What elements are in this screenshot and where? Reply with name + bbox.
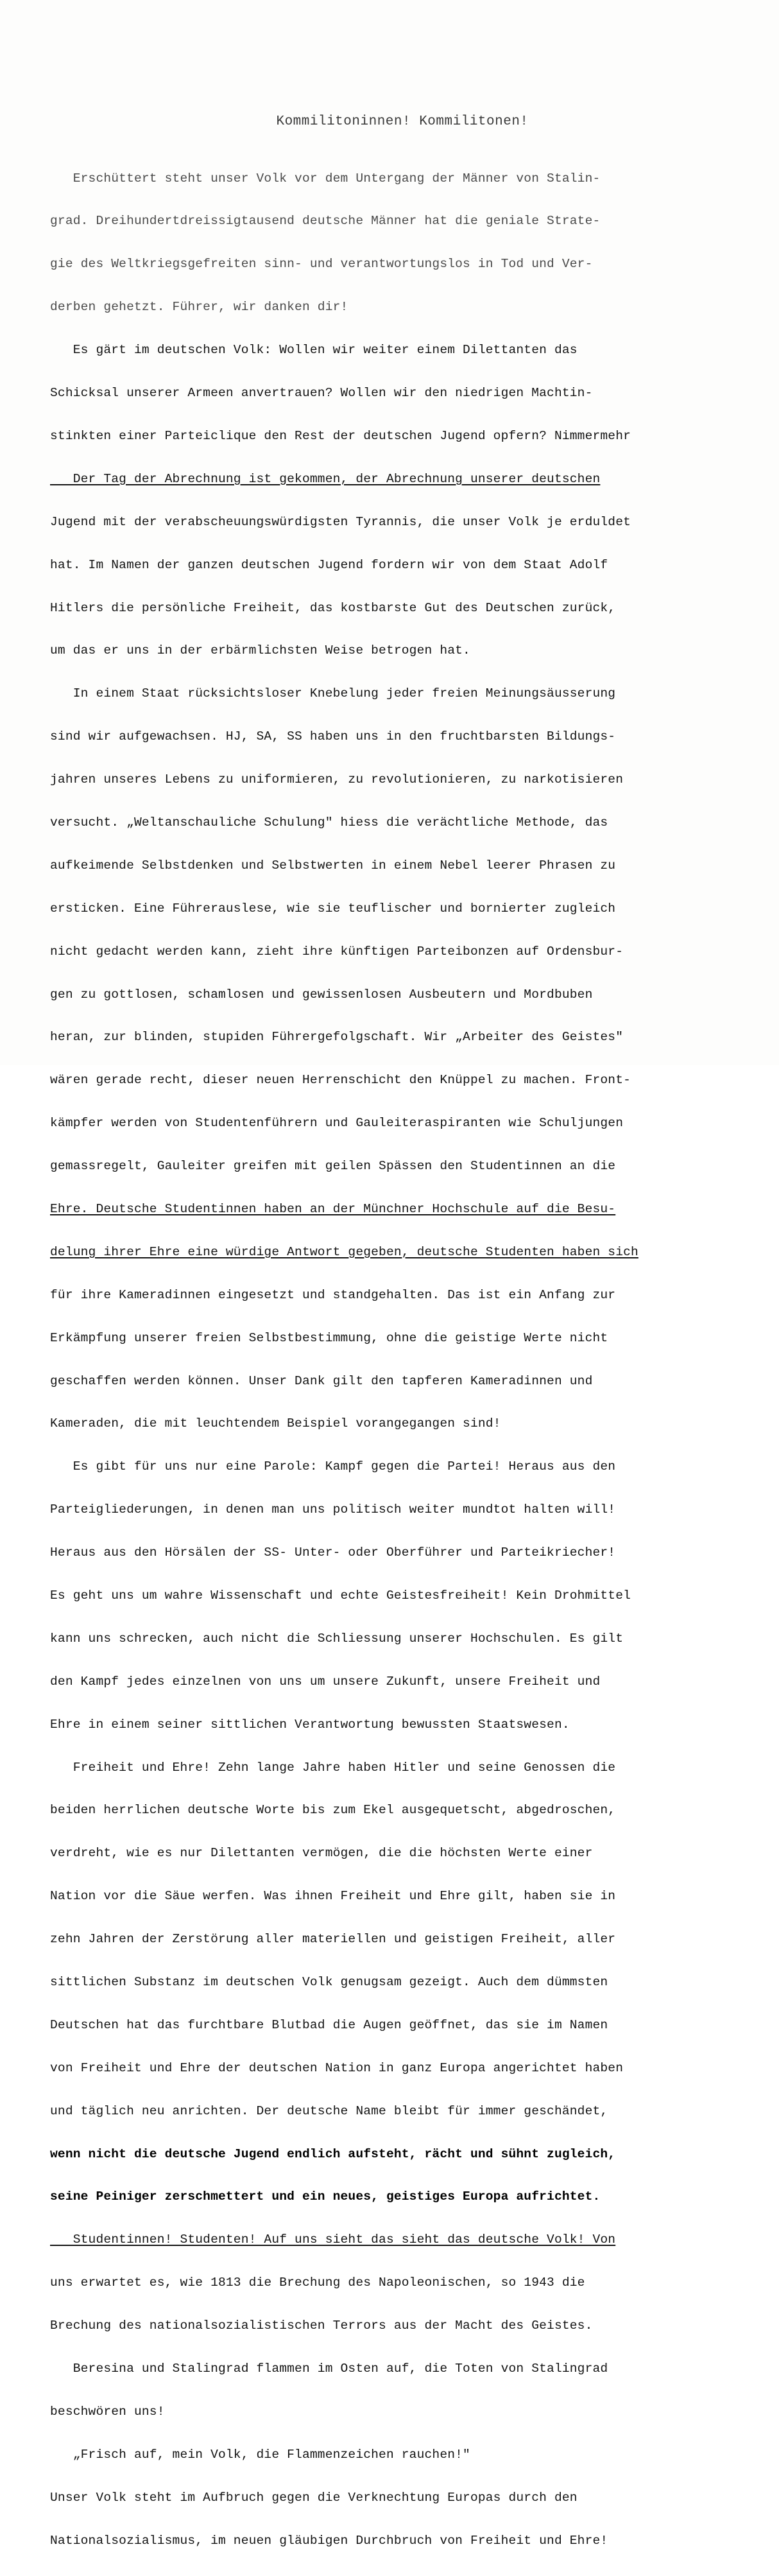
text-line: Ehre in einem seiner sittlichen Verantwortung bewussten Staatswesen.	[50, 1717, 570, 1732]
text-line: Hitlers die persönliche Freiheit, das kostbarste Gut des Deutschen zurück,	[50, 600, 616, 615]
text-line: Parteigliederungen, in denen man uns politisch weiter mundtot halten will!	[50, 1502, 616, 1517]
text-line: Nation vor die Säue werfen. Was ihnen Freiheit und Ehre gilt, haben sie in	[50, 1889, 616, 1904]
text-line: „Frisch auf, mein Volk, die Flammenzeichen rauchen!"	[50, 2447, 470, 2462]
text-line: aufkeimende Selbstdenken und Selbstwerten in einem Nebel leerer Phrasen zu	[50, 858, 616, 873]
text-line: Nationalsozialismus, im neuen gläubigen Durchbruch von Freiheit und Ehre!	[50, 2533, 608, 2548]
text-line: derben gehetzt. Führer, wir danken dir!	[50, 300, 348, 315]
text-line-underlined: Ehre. Deutsche Studentinnen haben an der Münchner Hochschule auf die Besu-	[50, 1201, 616, 1216]
text-line: sind wir aufgewachsen. HJ, SA, SS haben uns in den fruchtbarsten Bildungs-	[50, 729, 616, 744]
leaflet-body	[50, 143, 737, 2576]
text-line: Heraus aus den Hörsälen der SS- Unter- oder Oberführer und Parteikriecher!	[50, 1545, 616, 1560]
text-line: nicht gedacht werden kann, zieht ihre künftigen Parteibonzen auf Ordensbur-	[50, 944, 624, 959]
text-line-underlined: delung ihrer Ehre eine würdige Antwort gegeben, deutsche Studenten haben sich	[50, 1244, 638, 1259]
text-line: gemassregelt, Gauleiter greifen mit geilen Spässen den Studentinnen an die	[50, 1159, 616, 1174]
text-line: Brechung des nationalsozialistischen Terrors aus der Macht des Geistes.	[50, 2319, 593, 2333]
text-line: Unser Volk steht im Aufbruch gegen die Verknechtung Europas durch den	[50, 2490, 578, 2505]
text-line: Beresina und Stalingrad flammen im Osten auf, die Toten von Stalingrad	[50, 2362, 608, 2376]
text-line: Kameraden, die mit leuchtendem Beispiel vorangegangen sind!	[50, 1416, 501, 1431]
text-line: Schicksal unserer Armeen anvertrauen? Wollen wir den niedrigen Machtin-	[50, 386, 593, 401]
text-line: Jugend mit der verabscheuungswürdigsten Tyrannis, die unser Volk je erduldet	[50, 514, 631, 529]
text-line: verdreht, wie es nur Dilettanten vermögen, die die höchsten Werte einer	[50, 1846, 593, 1861]
text-line: von Freiheit und Ehre der deutschen Nation in ganz Europa angerichtet haben	[50, 2060, 624, 2075]
text-line: uns erwartet es, wie 1813 die Brechung des Napoleonischen, so 1943 die	[50, 2276, 585, 2290]
text-line: den Kampf jedes einzelnen von uns um unsere Zukunft, unsere Freiheit und	[50, 1674, 601, 1689]
text-line: gie des Weltkriegsgefreiten sinn- und verantwortungslos in Tod und Ver-	[50, 257, 593, 272]
text-line: gen zu gottlosen, schamlosen und gewissenlosen Ausbeutern und Mordbuben	[50, 987, 593, 1002]
text-line: um das er uns in der erbärmlichsten Weise betrogen hat.	[50, 643, 470, 658]
text-line: zehn Jahren der Zerstörung aller materiellen und geistigen Freiheit, aller	[50, 1932, 616, 1947]
text-line: heran, zur blinden, stupiden Führergefolgschaft. Wir „Arbeiter des Geistes"	[50, 1030, 624, 1045]
text-line: und täglich neu anrichten. Der deutsche Name bleibt für immer geschändet,	[50, 2103, 608, 2118]
text-line-bold: seine Peiniger zerschmettert und ein neues, geistiges Europa aufrichtet.	[50, 2189, 601, 2204]
text-line: kämpfer werden von Studentenführern und Gauleiteraspiranten wie Schuljungen	[50, 1116, 624, 1131]
text-line: ersticken. Eine Führerauslese, wie sie teuflischer und bornierter zugleich	[50, 901, 616, 916]
text-line: kann uns schrecken, auch nicht die Schliessung unserer Hochschulen. Es gilt	[50, 1631, 624, 1646]
text-line: grad. Dreihundertdreissigtausend deutsche Männer hat die geniale Strate-	[50, 214, 601, 229]
text-line: versucht. „Weltanschauliche Schulung" hiess die verächtliche Methode, das	[50, 815, 608, 830]
text-line-underlined: Der Tag der Abrechnung ist gekommen, der Abrechnung unserer deutschen	[50, 471, 601, 486]
text-line: hat. Im Namen der ganzen deutschen Jugend fordern wir von dem Staat Adolf	[50, 557, 608, 572]
text-line: In einem Staat rücksichtsloser Knebelung jeder freien Meinungsäusserung	[50, 686, 616, 701]
text-line: für ihre Kameradinnen eingesetzt und standgehalten. Das ist ein Anfang zur	[50, 1287, 616, 1302]
text-line: Es geht uns um wahre Wissenschaft und echte Geistesfreiheit! Kein Drohmittel	[50, 1588, 631, 1603]
text-line: beiden herrlichen deutsche Worte bis zum Ekel ausgequetscht, abgedroschen,	[50, 1803, 616, 1818]
text-line: Es gärt im deutschen Volk: Wollen wir weiter einem Dilettanten das	[50, 343, 578, 358]
text-line: geschaffen werden können. Unser Dank gilt den tapferen Kameradinnen und	[50, 1373, 593, 1388]
text-line: Freiheit und Ehre! Zehn lange Jahre haben Hitler und seine Genossen die	[50, 1760, 616, 1775]
text-line: stinkten einer Parteiclique den Rest der deutschen Jugend opfern? Nimmermehr	[50, 428, 631, 443]
text-line: beschwören uns!	[50, 2404, 165, 2419]
text-line: Es gibt für uns nur eine Parole: Kampf gegen die Partei! Heraus aus den	[50, 1459, 616, 1474]
text-line: sittlichen Substanz im deutschen Volk genugsam gezeigt. Auch dem dümmsten	[50, 1975, 608, 1989]
text-line-bold: wenn nicht die deutsche Jugend endlich aufsteht, rächt und sühnt zugleich,	[50, 2146, 616, 2161]
text-line-underlined: Studentinnen! Studenten! Auf uns sieht das sieht das deutsche Volk! Von	[50, 2232, 616, 2247]
text-line: jahren unseres Lebens zu uniformieren, zu revolutionieren, zu narkotisieren	[50, 772, 624, 787]
text-line: Erkämpfung unserer freien Selbstbestimmung, ohne die geistige Werte nicht	[50, 1330, 608, 1345]
text-line: Deutschen hat das furchtbare Blutbad die Augen geöffnet, das sie im Namen	[50, 2017, 608, 2032]
text-line: Erschüttert steht unser Volk vor dem Untergang der Männer von Stalin-	[50, 171, 601, 186]
text-line: wären gerade recht, dieser neuen Herrenschicht den Knüppel zu machen. Front-	[50, 1073, 631, 1088]
page-title: Kommilitoninnen! Kommilitonen!	[276, 114, 529, 129]
